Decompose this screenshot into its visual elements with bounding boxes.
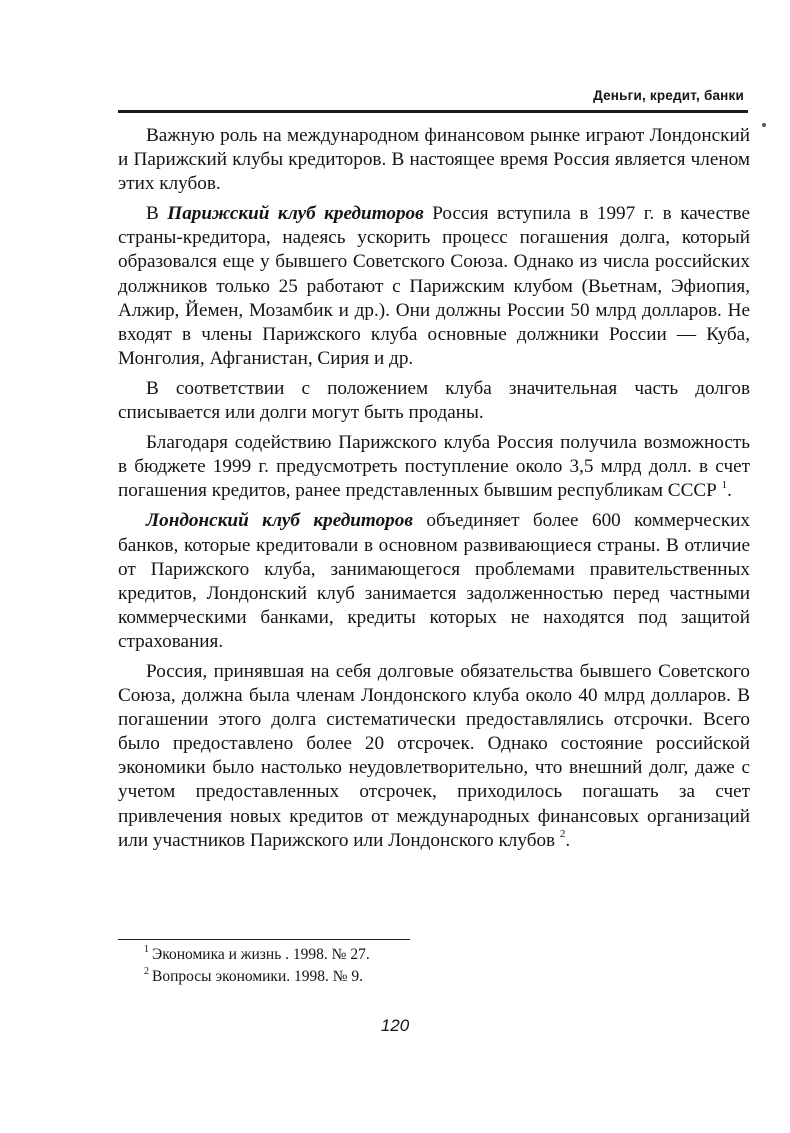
footnote-1-number: 1 — [144, 943, 149, 955]
footnote-1-text: Экономика и жизнь . 1998. № 27. — [152, 946, 370, 963]
term-london-club: Лондонский клуб кредиторов — [146, 510, 413, 532]
footnote-2 — [144, 966, 370, 988]
paragraph-1 — [118, 124, 750, 196]
paragraph-5-text: объединяет более 600 коммерческих банков, которые кредитовали в основном развивающиеся страны. В отличие от Парижского клуба, занимающегося проблемами правительственных кредитов, Лондонский клуб занимается задолженностью перед частными коммерческими банками, кредиты которых не находятся под защитой страхования. — [118, 510, 751, 652]
running-header — [118, 86, 748, 113]
paragraph-2-lead: В — [146, 203, 168, 225]
paragraph-2 — [118, 202, 750, 371]
paragraph-4-text: Благодаря содействию Парижского клуба Россия получила возможность в бюджете 1999 г. предусмотреть поступление около 3,5 млрд долл. в счет погашения кредитов, ранее представленных бывшим республикам СССР — [118, 432, 750, 502]
paragraph-2-text: Россия вступила в 1997 г. в качестве страны-кредитора, надеясь ускорить процесс погашения долга, который образовался еще у бывшего Советского Союза. Однако из числа российских должников только 25 работают с Парижским клубом (Вьетнам, Эфиопия, Алжир, Йемен, Мозамбик и др.). Они должны России 50 млрд долларов. Не входят в члены Парижского клуба основные должники России — Куба, Монголия, Афганистан, Сирия и др. — [118, 203, 750, 369]
footnote-ref-1: 1 — [721, 478, 728, 491]
paragraph-6-text: Россия, принявшая на себя долговые обязательства бывшего Советского Союза, должна была членам Лондонского клуба около 40 млрд долларов. В погашении этого долга систематически предоставлялись отсрочки. Всего было предоставлено более 20 отсрочек. Однако состояние российской экономики было настолько неудовлетворительно, что внешний долг, даже с учетом предоставленных отсрочек, приходилось погашать за счет привлечения новых кредитов от международных финансовых организаций или участников Парижского или Лондонского клубов — [118, 660, 750, 851]
paragraph-3-text: В соответствии с положением клуба значительная часть долгов списывается или долги могут быть проданы. — [118, 377, 750, 424]
paragraph-4 — [118, 431, 750, 503]
footnote-2-number: 2 — [144, 965, 149, 977]
paragraph-4-end: . — [727, 480, 732, 502]
header-title: Деньги, кредит, банки — [593, 88, 744, 103]
footnote-1 — [144, 944, 370, 966]
term-paris-club: Парижский клуб кредиторов — [167, 203, 424, 225]
paragraph-6 — [118, 660, 750, 853]
paragraph-1-text: Важную роль на международном финансовом рынке играют Лондонский и Парижский клубы кредиторов. В настоящее время Россия является членом этих клубов. — [118, 125, 750, 195]
page-number: 120 — [380, 1016, 410, 1035]
paragraph-5 — [118, 509, 750, 654]
footnote-divider — [118, 939, 410, 940]
footnotes — [144, 944, 370, 988]
paragraph-6-end: . — [565, 829, 571, 851]
main-text — [118, 124, 750, 859]
scan-speck — [762, 123, 766, 127]
footnote-2-text: Вопросы экономики. 1998. № 9. — [152, 968, 364, 985]
footnote-ref-2: 2 — [559, 828, 566, 841]
paragraph-3 — [118, 377, 750, 425]
